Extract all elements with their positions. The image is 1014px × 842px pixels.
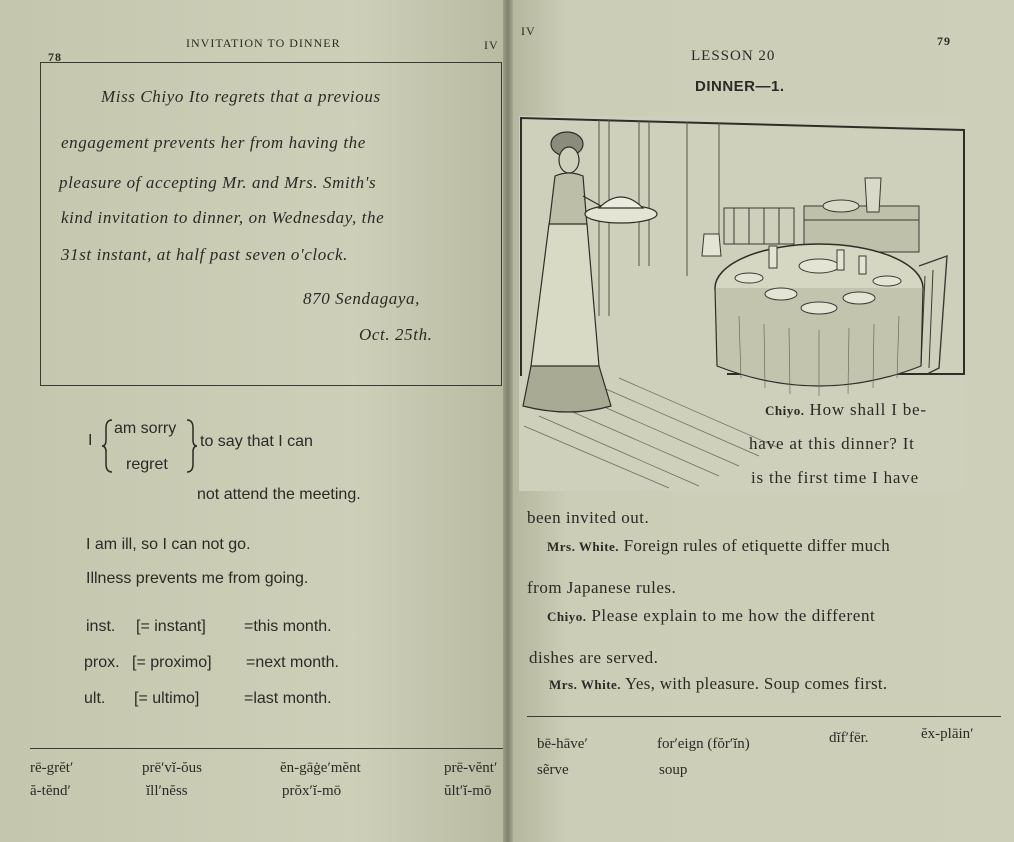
lesson-heading: LESSON 20	[691, 48, 776, 64]
glossary-word: ă-tĕnd′	[30, 783, 71, 799]
glossary-word: prŏx′ĭ-mō	[282, 783, 342, 799]
invitation-line: kind invitation to dinner, on Wednesday, the	[61, 208, 385, 227]
abbr-meaning: =next month.	[246, 654, 339, 671]
lesson-title: DINNER—1.	[695, 78, 785, 95]
dialogue-text: Yes, with pleasure. Soup comes first.	[624, 674, 888, 693]
invitation-address: 870 Sendagaya,	[303, 289, 420, 308]
dialogue-text: Please explain to me how the different	[591, 606, 876, 625]
glossary-word: dĭf′fēr.	[829, 730, 869, 746]
invitation-box	[40, 62, 502, 386]
glossary-word: sẽrve	[537, 762, 569, 778]
abbr-meaning: =this month.	[244, 618, 332, 635]
glossary-word: ĭll′nĕss	[146, 783, 188, 799]
right-page	[507, 0, 1014, 842]
glossary-word: bē-hāve′	[537, 736, 588, 752]
speaker-label: Chiyo.	[547, 609, 587, 624]
glossary-word: ĕn-gāġe′mĕnt	[280, 760, 361, 776]
glossary-rule	[30, 748, 507, 749]
glossary-word: rē-grĕt′	[30, 760, 74, 776]
phrase-option-2: regret	[126, 456, 168, 473]
invitation-date: Oct. 25th.	[359, 325, 433, 344]
glossary-word: soup	[659, 762, 688, 778]
glossary-word: ĕx-plāin′	[921, 726, 974, 742]
phrase-option-1: am sorry	[114, 420, 177, 437]
dialogue-line	[549, 674, 887, 694]
section-mark: IV	[484, 38, 499, 52]
dialogue-text: How shall I be-	[809, 400, 927, 419]
abbr: inst.	[86, 618, 116, 635]
abbr-full: [= instant]	[136, 618, 206, 635]
dialogue-text: from Japanese rules.	[527, 578, 677, 597]
dialogue-text: Foreign rules of etiquette differ much	[623, 536, 891, 555]
dialogue-text: been invited out.	[527, 508, 650, 527]
phrase-pronoun: I	[88, 432, 93, 449]
glossary-word: for′eign (fŏr′ĭn)	[657, 736, 750, 752]
glossary-word: ŭlt′ĭ-mō	[444, 783, 492, 799]
speaker-label: Mrs. White.	[547, 539, 620, 554]
phrase-rest: to say that I can	[200, 433, 313, 450]
sentence: I am ill, so I can not go.	[86, 536, 251, 553]
right-brace-icon	[185, 418, 199, 474]
page-number: 78	[48, 50, 62, 64]
left-brace-icon	[100, 418, 114, 474]
dialogue-line	[547, 606, 875, 626]
dialogue-line	[765, 400, 927, 420]
abbr-full: [= ultimo]	[134, 690, 200, 707]
speaker-label: Chiyo.	[765, 403, 805, 418]
speaker-label: Mrs. White.	[549, 677, 622, 692]
invitation-line: engagement prevents her from having the	[61, 133, 366, 152]
invitation-line: Miss Chiyo Ito regrets that a previous	[101, 87, 381, 106]
glossary-rule	[527, 716, 1001, 717]
abbr: ult.	[84, 690, 106, 707]
dialogue-text: is the first time I have	[751, 468, 919, 487]
invitation-line: 31st instant, at half past seven o'clock.	[61, 245, 348, 264]
sentence: Illness prevents me from going.	[86, 570, 309, 587]
glossary-word: prē-vĕnt′	[444, 760, 498, 776]
abbr-full: [= proximo]	[132, 654, 212, 671]
abbr: prox.	[84, 654, 120, 671]
dialogue-text: have at this dinner? It	[749, 434, 915, 453]
section-mark: IV	[521, 24, 536, 38]
glossary-word: prē′vĭ-ŏus	[142, 760, 202, 776]
dialogue-text: dishes are served.	[529, 648, 659, 667]
abbr-meaning: =last month.	[244, 690, 332, 707]
dialogue-line	[547, 536, 890, 556]
running-head: INVITATION TO DINNER	[186, 36, 341, 50]
phrase-line2: not attend the meeting.	[197, 486, 361, 503]
book-gutter	[503, 0, 513, 842]
page-number: 79	[937, 34, 951, 48]
invitation-line: pleasure of accepting Mr. and Mrs. Smith's	[59, 173, 377, 192]
